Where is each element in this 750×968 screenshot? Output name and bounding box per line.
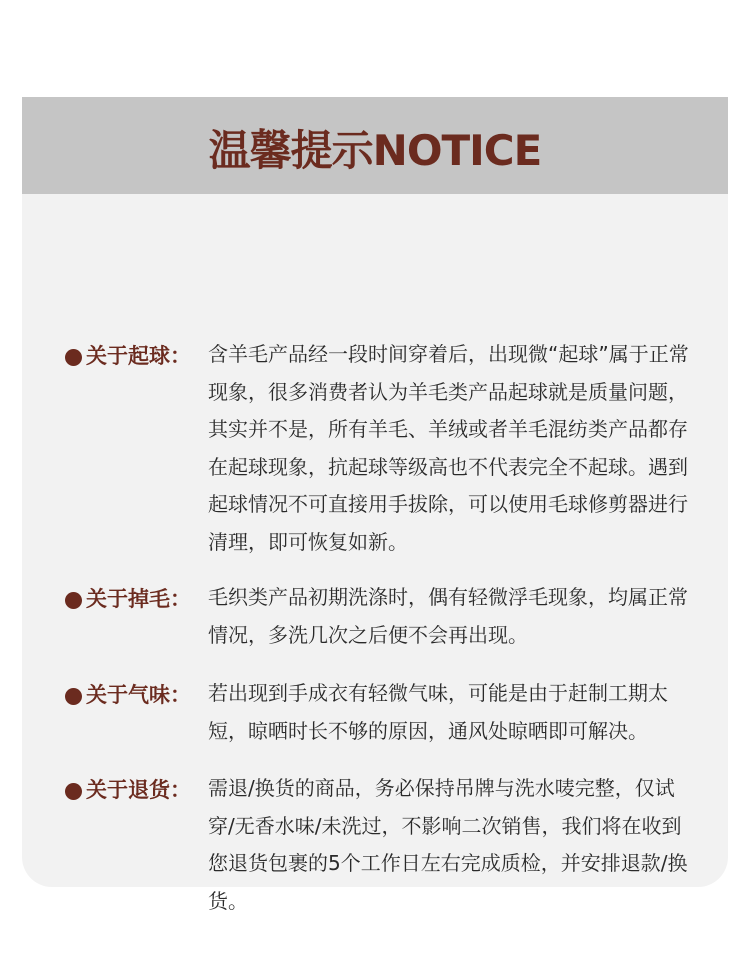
notice-card — [22, 97, 728, 913]
bullet-dot-icon — [65, 688, 82, 705]
notice-text: 毛织类产品初期洗涤时，偶有轻微浮毛现象，均属正常情况，多洗几次之后便不会再出现。 — [208, 585, 688, 647]
notice-label: 关于退货： — [86, 778, 191, 802]
notice-text: 若出现到手成衣有轻微气味，可能是由于赶制工期太短，晾晒时长不够的原因，通风处晾晒即可解决。 — [208, 681, 668, 743]
notice-text: 含羊毛产品经一段时间穿着后，出现微“起球”属于正常现象，很多消费者认为羊毛类产品起球就是质量问题，其实并不是，所有羊毛、羊绒或者羊毛混纺类产品都存在起球现象，抗起球等级高也不代表完全不起球。遇到起球情况不可直接用手拔除，可以使用毛球修剪器进行清理，即可恢复如新。 — [208, 342, 689, 554]
notice-label: 关于起球： — [86, 344, 191, 368]
bullet-dot-icon — [65, 592, 82, 609]
notice-label: 关于掉毛： — [86, 587, 191, 611]
notice-text: 需退/换货的商品，务必保持吊牌与洗水唛完整，仅试穿/无香水味/未洗过，不影响二次销售，我们将在收到您退货包裹的5个工作日左右完成质检，并安排退款/换货。 — [208, 776, 688, 913]
notice-header — [22, 97, 728, 194]
bullet-dot-icon — [65, 783, 82, 800]
page-title: 温馨提示NOTICE — [208, 125, 542, 175]
bullet-dot-icon — [65, 349, 82, 366]
notice-label: 关于气味： — [86, 683, 191, 707]
